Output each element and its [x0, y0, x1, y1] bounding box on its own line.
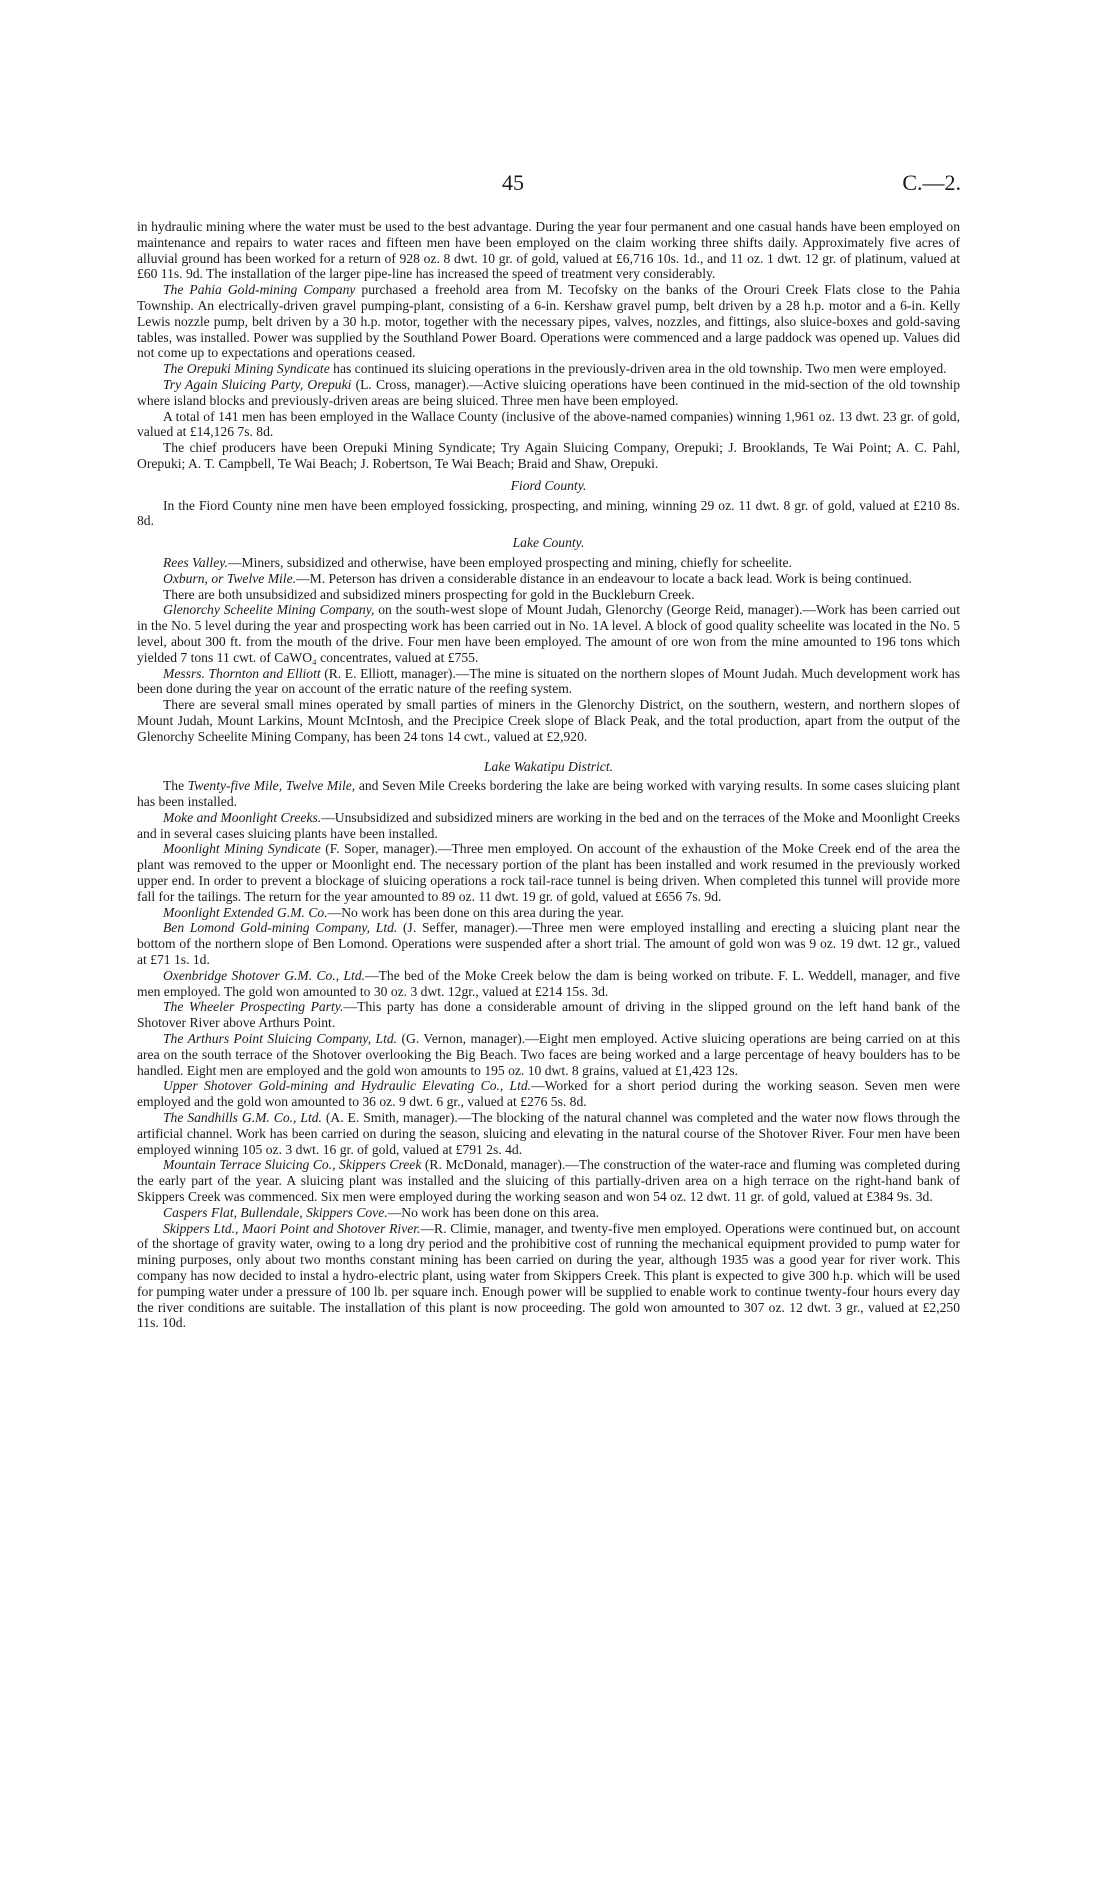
company-name: Rees Valley. — [163, 554, 228, 570]
company-name: Skippers Ltd., Maori Point and Shotover River. — [163, 1220, 421, 1236]
company-name: Ben Lomond Gold-mining Company, Ltd. — [163, 920, 398, 936]
company-name: Moonlight Extended G.M. Co. — [163, 904, 328, 920]
paragraph: Glenorchy Scheelite Mining Company, on the south-west slope of Mount Judah, Glenorchy (George Reid, manager).—Work has been carried out in the No. 5 level during the year and prospecting work has been carried out in No. 1A level. A block of good quality scheelite was located in the No. 5 level, about 300 ft. from the mouth of the drive. Four men have been employed. The amount of ore won from the mine amounted to 196 tons which yielded 7 tons 11 cwt. of CaWO₄ concentrates, valued at £755. — [137, 602, 960, 665]
report-body — [137, 219, 960, 1331]
wallace-section — [137, 219, 960, 472]
paragraph: The Orepuki Mining Syndicate has continued its sluicing operations in the previously-driven area in the old township. Two men were employed. — [163, 361, 947, 377]
company-name: The Sandhills G.M. Co., Ltd. — [163, 1110, 322, 1126]
paragraph: The chief producers have been Orepuki Mining Syndicate; Try Again Sluicing Company, Orepuki; J. Brooklands, Te Wai Point; A. C. Pahl, Orepuki; A. T. Campbell, Te Wai Beach; J. Robertson, Te Wai Beach; Braid and Shaw, Orepuki. — [137, 440, 960, 471]
section-heading-fiord: Fiord County. — [510, 477, 587, 493]
company-name: Oxburn, or Twelve Mile. — [163, 570, 297, 586]
wakatipu-section — [137, 778, 960, 1331]
paragraph: In the Fiord County nine men have been employed fossicking, prospecting, and mining, winning 29 oz. 11 dwt. 8 gr. of gold, valued at £210 8s. 8d. — [137, 497, 960, 529]
document-reference: C.—2. — [902, 170, 961, 195]
section-heading-wakatipu: Lake Wakatipu District. — [483, 758, 613, 774]
company-name: The Wheeler Prospecting Party. — [163, 999, 344, 1015]
section-heading-lake: Lake County. — [512, 535, 585, 551]
company-name: Mountain Terrace Sluicing Co., Skippers Creek — [163, 1157, 422, 1173]
company-name: Messrs. Thornton and Elliott — [163, 665, 321, 681]
company-name: The Pahia Gold-mining Company — [163, 282, 356, 298]
company-name: Try Again Sluicing Party, Orepuki — [163, 376, 352, 392]
paragraph: Moonlight Mining Syndicate (F. Soper, manager).—Three men employed. On account of the exhaustion of the Moke Creek end of the area the plant was removed to the upper or Moonlight end. The necessary portion of the plant has been installed and work resumed in the previously worked upper end. In order to prevent a blockage of sluicing operations a rock tail-race tunnel is being driven. When completed this tunnel will provide more fall for the tailings. The return for the year amounted to 89 oz. 11 dwt. 19 gr. of gold, valued at £656 7s. 9d. — [137, 841, 960, 904]
company-name: Moke and Moonlight Creeks. — [163, 809, 322, 825]
fiord-section — [137, 498, 960, 530]
paragraph: Oxburn, or Twelve Mile.—M. Peterson has driven a considerable distance in an endeavour to locate a back lead. Work is being continued. — [163, 570, 912, 586]
paragraph: Rees Valley.—Miners, subsidized and otherwise, have been employed prospecting and mining, chiefly for scheelite. — [163, 554, 792, 570]
paragraph: Oxenbridge Shotover G.M. Co., Ltd.—The bed of the Moke Creek below the dam is being worked on tribute. F. L. Weddell, manager, and five men employed. The gold won amounted to 30 oz. 3 dwt. 12gr., valued at £214 15s. 3d. — [137, 967, 960, 999]
paragraph: Skippers Ltd., Maori Point and Shotover River.—R. Climie, manager, and twenty-five men employed. Operations were continued but, on account of the shortage of gravity water, owing to a long dry period and the prohibitive cost of running the mechanical equipment provided to pump water for mining purposes, only about two months constant mining has been carried on during the year, although 1935 was a good year for river work. This company has now decided to instal a hydro-electric plant, using water from Skippers Creek. This plant is expected to give 300 h.p. which will be used for pumping water under a pressure of 100 lb. per square inch. Enough power will be supplied to enable work to continue twenty-four hours every day the river conditions are suitable. The installation of this plant is now proceeding. The gold won amounted to 307 oz. 12 dwt. 3 gr., valued at £2,250 11s. 10d. — [137, 1220, 960, 1331]
company-name: Caspers Flat, Bullendale, Skippers Cove. — [163, 1204, 388, 1220]
paragraph: Ben Lomond Gold-mining Company, Ltd. (J. Seffer, manager).—Three men were employed installing and erecting a sluicing plant near the bottom of the northern slope of Ben Lomond. Operations were suspended after a short trial. The amount of gold won was 9 oz. 19 dwt. 12 gr., valued at £71 1s. 1d. — [137, 920, 960, 968]
paragraph: Caspers Flat, Bullendale, Skippers Cove.—No work has been done on this area. — [163, 1204, 600, 1220]
page-header — [0, 170, 1114, 200]
company-name: Glenorchy Scheelite Mining Company, — [163, 602, 375, 618]
page-number: 45 — [502, 170, 524, 195]
paragraph: The Wheeler Prospecting Party.—This party has done a considerable amount of driving in the slipped ground on the left hand bank of the Shotover River above Arthurs Point. — [137, 999, 960, 1031]
paragraph: in hydraulic mining where the water must be used to the best advantage. During the year four permanent and one casual hands have been employed on maintenance and repairs to water races and fifteen men have been employed on the claim working three shifts daily. Approximately five acres of alluvial ground has been worked for a return of 928 oz. 8 dwt. 10 gr. of gold, valued at £6,716 10s. 1d., and 11 oz. 1 dwt. 12 gr. of platinum, valued at £60 11s. 9d. The installation of the larger pipe-line has increased the speed of treatment very considerably. — [137, 219, 960, 282]
paragraph: The Pahia Gold-mining Company purchased a freehold area from M. Tecofsky on the banks of the Orouri Creek Flats close to the Pahia Township. An electrically-driven gravel pumping-plant, consisting of a 6-in. Kershaw gravel pump, belt driven by a 28 h.p. motor and a 6-in. Kelly Lewis nozzle pump, belt driven by a 30 h.p. motor, together with the necessary pipes, valves, nozzles, and fittings, also sluice-boxes and gold-saving tables, was installed. Power was supplied by the Southland Power Board. Operations were commenced and a large paddock was opened up. Values did not come up to expectations and operations ceased. — [137, 282, 960, 361]
company-name: Oxenbridge Shotover G.M. Co., Ltd. — [163, 967, 366, 983]
company-name: Upper Shotover Gold-mining and Hydraulic Elevating Co., Ltd. — [163, 1078, 532, 1094]
paragraph: The Arthurs Point Sluicing Company, Ltd. (G. Vernon, manager).—Eight men employed. Active sluicing operations are being carried on at this area on the south terrace of the Shotover overlooking the Big Beach. Two faces are being worked and a large percentage of heavy boulders has to be handled. Eight men are employed and the gold won amounts to 195 oz. 10 dwt. 8 grains, valued at £1,423 12s. — [137, 1031, 960, 1078]
paragraph: The Twenty-five Mile, Twelve Mile, and Seven Mile Creeks bordering the lake are being worked with varying results. In some cases sluicing plant has been installed. — [137, 778, 960, 810]
company-name: Twenty-five Mile, Twelve Mile, — [187, 778, 356, 794]
paragraph: Moke and Moonlight Creeks.—Unsubsidized and subsidized miners are working in the bed and on the terraces of the Moke and Moonlight Creeks and in several cases sluicing plants have been installed. — [137, 809, 961, 841]
paragraph: There are several small mines operated by small parties of miners in the Glenorchy District, on the southern, western, and northern slopes of Mount Judah, Mount Larkins, Mount McIntosh, and the Precipice Creek slope of Black Peak, and the total production, apart from the output of the Glenorchy Scheelite Mining Company, has been 24 tons 14 cwt., valued at £2,920. — [137, 697, 960, 744]
company-name: The Arthurs Point Sluicing Company, Ltd. — [163, 1031, 398, 1047]
paragraph: Try Again Sluicing Party, Orepuki (L. Cross, manager).—Active sluicing operations have been continued in the mid-section of the old township where island blocks and previously-driven areas are being sluiced. Three men have been employed. — [137, 376, 960, 408]
paragraph: Upper Shotover Gold-mining and Hydraulic Elevating Co., Ltd.—Worked for a short period during the working season. Seven men were employed and the gold won amounted to 36 oz. 9 dwt. 6 gr., valued at £276 5s. 8d. — [137, 1078, 960, 1110]
paragraph: A total of 141 men has been employed in the Wallace County (inclusive of the above-named companies) winning 1,961 oz. 13 dwt. 23 gr. of gold, valued at £14,126 7s. 8d. — [137, 408, 960, 440]
paragraph: The Sandhills G.M. Co., Ltd. (A. E. Smith, manager).—The blocking of the natural channel was completed and the water now flows through the artificial channel. Work has been carried on during the season, sluicing and elevating in the natural course of the Shotover River. Four men have been employed winning 105 oz. 3 dwt. 16 gr. of gold, valued at £791 2s. 4d. — [137, 1110, 960, 1157]
paragraph: Moonlight Extended G.M. Co.—No work has been done on this area during the year. — [163, 904, 624, 920]
paragraph: Mountain Terrace Sluicing Co., Skippers Creek (R. McDonald, manager).—The construction of the water-race and fluming was completed during the early part of the year. A sluicing plant was installed and the sluicing of this partially-driven area on a high terrace on the right-hand bank of Skippers Creek was commenced. Six men were employed during the working season and won 54 oz. 12 dwt. 11 gr. of gold, valued at £384 9s. 3d. — [137, 1157, 960, 1205]
company-name: Moonlight Mining Syndicate — [163, 841, 321, 857]
paragraph: There are both unsubsidized and subsidized miners prospecting for gold in the Buckleburn Creek. — [163, 586, 695, 602]
paragraph: Messrs. Thornton and Elliott (R. E. Elliott, manager).—The mine is situated on the northern slopes of Mount Judah. Much development work has been done during the year on account of the erratic nature of the reefing system. — [137, 665, 960, 697]
lake-section — [137, 555, 960, 745]
company-name: The Orepuki Mining Syndicate — [163, 361, 330, 377]
